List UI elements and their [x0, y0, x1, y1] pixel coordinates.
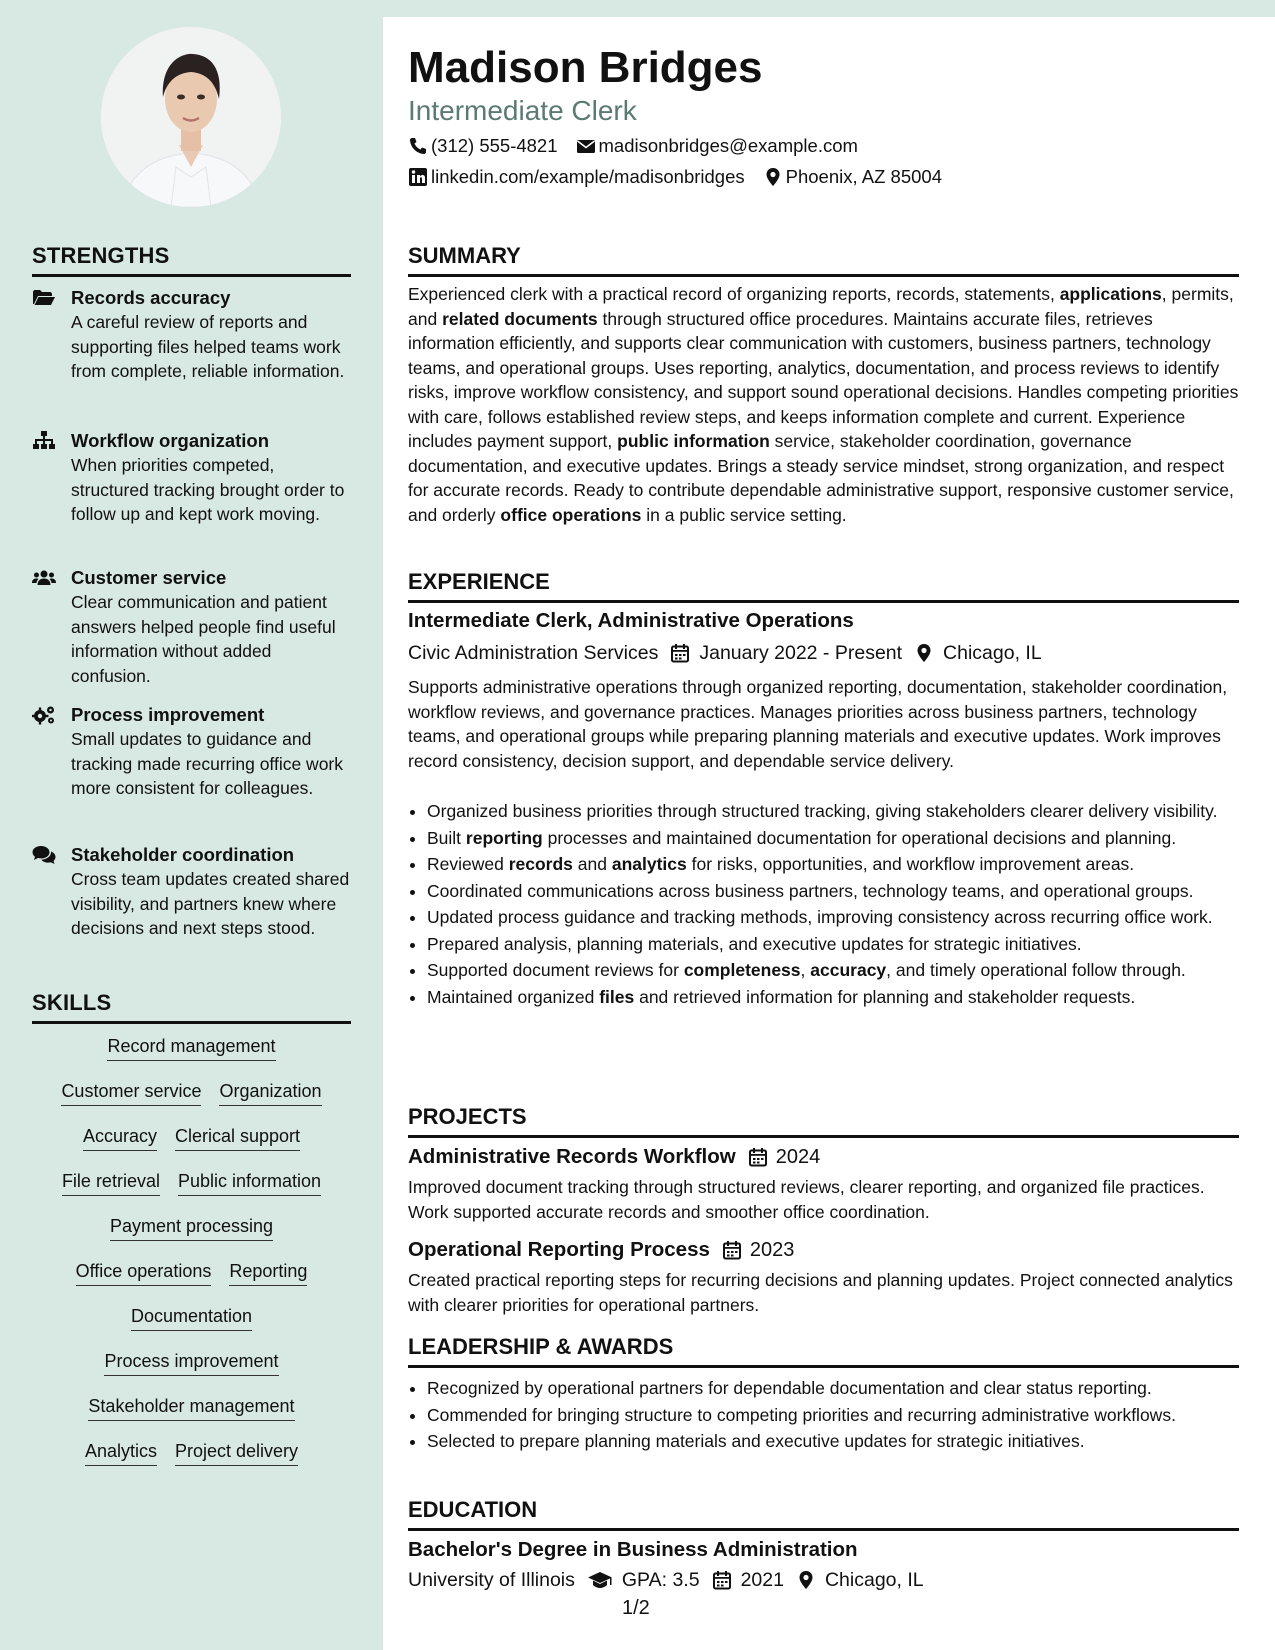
skill-tag: Project delivery — [175, 1439, 298, 1466]
job-role — [408, 608, 854, 634]
education-meta — [408, 1567, 924, 1593]
skill-tag: Clerical support — [175, 1124, 300, 1151]
job-description: Supports administrative operations through organized reporting, documentation, stakeholder coordination, workflow reviews, and governance practices. Manages priorities across business partners, technology teams, and operational groups while preparing planning materials and executive updates. Work improves record consistency, decision support, and dependable service delivery. — [408, 677, 1228, 771]
calendar-icon — [670, 643, 690, 663]
skill-tag: Documentation — [131, 1304, 252, 1331]
skill-tag: Process improvement — [104, 1349, 278, 1376]
list-item: • Prepared analysis, planning materials, and executive updates for strategic initiatives. — [427, 932, 1267, 957]
strength-title: Workflow organization — [71, 430, 270, 451]
job-company: Civic Administration Services — [408, 642, 659, 664]
strength-item — [32, 703, 352, 801]
strength-desc: When priorities competed, structured tracking brought order to follow up and kept work moving. — [71, 455, 345, 524]
list-item: • Supported document reviews for completeness, accuracy, and timely operational follow through. — [427, 958, 1267, 983]
strength-title: Stakeholder coordination — [71, 844, 295, 865]
envelope-icon — [576, 136, 596, 156]
location-text: Phoenix, AZ 85004 — [785, 166, 942, 187]
list-item: • Recognized by operational partners for dependable documentation and clear status reporting. — [427, 1376, 1267, 1401]
project-title: Administrative Records Workflow — [408, 1145, 736, 1168]
school-location: Chicago, IL — [824, 1569, 924, 1591]
skill-tag: Payment processing — [110, 1214, 273, 1241]
gears-icon — [32, 705, 56, 725]
graduation-cap-icon — [587, 1570, 613, 1590]
list-item: • Organized business priorities through structured tracking, giving stakeholders clearer delivery visibility. — [427, 799, 1267, 824]
skill-tag: Organization — [219, 1079, 321, 1106]
strength-desc: Clear communication and patient answers helped people find useful information without added confusion. — [71, 592, 336, 686]
list-item: • Maintained organized files and retrieved information for planning and stakeholder requests. — [427, 985, 1267, 1010]
gpa: GPA: 3.5 — [621, 1569, 700, 1591]
degree-text: Bachelor's Degree in Business Administration — [408, 1538, 858, 1561]
list-item: • Reviewed records and analytics for risks, opportunities, and workflow improvement areas. — [427, 852, 1267, 877]
comments-icon — [32, 845, 56, 865]
skill-tag: Public information — [178, 1169, 321, 1196]
projects-heading: PROJECTS — [408, 1104, 1239, 1138]
job-dates: January 2022 - Present — [699, 642, 903, 664]
project-year: 2024 — [775, 1146, 821, 1168]
folder-open-icon — [32, 288, 56, 308]
project-year: 2023 — [749, 1239, 795, 1261]
linkedin-icon — [408, 167, 428, 187]
candidate-title: Intermediate Clerk — [408, 95, 637, 126]
calendar-icon — [722, 1240, 742, 1260]
skill-tag: Customer service — [61, 1079, 201, 1106]
strength-desc: Small updates to guidance and tracking made recurring office work more consistent for colleagues. — [71, 729, 344, 798]
job-meta — [408, 640, 1042, 666]
project-title-row — [408, 1237, 794, 1263]
education-heading: EDUCATION — [408, 1497, 1239, 1531]
summary-heading: SUMMARY — [408, 243, 1239, 277]
list-item: • Commended for bringing structure to competing priorities and recurring administrative workflows. — [427, 1403, 1267, 1428]
skill-tag: Accuracy — [83, 1124, 157, 1151]
strength-item — [32, 566, 352, 688]
leadership-bullets — [408, 1376, 1267, 1456]
strength-item — [32, 843, 352, 941]
phone-number[interactable]: (312) 555-4821 — [431, 135, 558, 156]
skills-heading: SKILLS — [32, 990, 351, 1024]
strengths-heading: STRENGTHS — [32, 243, 351, 277]
project-description: Improved document tracking through structured reviews, clearer reporting, and organized file practices. Work supported accurate records and smoother office coordination. — [408, 1177, 1205, 1222]
contact-row-2 — [408, 165, 942, 189]
school-name: University of Illinois — [408, 1569, 575, 1591]
email-link[interactable]: madisonbridges@example.com — [598, 135, 858, 156]
sitemap-icon — [32, 431, 56, 451]
list-item: • Coordinated communications across business partners, technology teams, and operational groups. — [427, 879, 1267, 904]
profile-photo — [101, 27, 281, 207]
linkedin-link[interactable]: linkedin.com/example/madisonbridges — [431, 166, 745, 187]
strength-item — [32, 286, 352, 384]
phone-icon — [408, 136, 428, 156]
experience-heading: EXPERIENCE — [408, 569, 1239, 603]
map-marker-icon — [796, 1570, 816, 1590]
calendar-icon — [712, 1570, 732, 1590]
skill-tag: Reporting — [229, 1259, 307, 1286]
skill-tag: Analytics — [85, 1439, 157, 1466]
degree-title — [408, 1537, 858, 1563]
strength-desc: Cross team updates created shared visibility, and partners knew where decisions and next steps stood. — [71, 869, 350, 938]
list-item: • Built reporting processes and maintained documentation for operational decisions and planning. — [427, 826, 1267, 851]
contact-row-1 — [408, 134, 858, 158]
skill-tag: Office operations — [76, 1259, 212, 1286]
skill-tag: Stakeholder management — [88, 1394, 294, 1421]
users-icon — [32, 568, 56, 588]
project-title-row — [408, 1144, 820, 1170]
map-marker-icon — [763, 167, 783, 187]
graduation-year: 2021 — [740, 1569, 784, 1591]
experience-bullets — [408, 799, 1267, 1011]
leadership-heading: LEADERSHIP & AWARDS — [408, 1334, 1239, 1368]
strength-title: Customer service — [71, 567, 227, 588]
project-title: Operational Reporting Process — [408, 1238, 710, 1261]
skill-tag: File retrieval — [62, 1169, 160, 1196]
skills-list — [32, 1034, 351, 1484]
strength-title: Records accuracy — [71, 287, 231, 308]
summary-text: Experienced clerk with a practical record of organizing reports, records, statements, applications, permits, and related documents through structured office procedures. Maintains accurate files, retrieves information efficiently, and supports clear communication with customers, business partners, technology teams, and operational groups. Uses reporting, analytics, documentation, and process reviews to identify risks, improve workflow consistency, and support sound operational decisions. Handles competing priorities with care, follows established review steps, and keeps information complete and current. Experience includes payment support, public information service, stakeholder coordination, governance documentation, and executive updates. Brings a steady service mindset, strong organization, and respect for accurate records. Ready to contribute dependable administrative support, responsive customer service, and orderly office operations in a public service setting. — [408, 284, 1239, 525]
map-marker-icon — [914, 643, 934, 663]
project-description: Created practical reporting steps for recurring decisions and planning updates. Project connected analytics with clearer priorities for operational partners. — [408, 1270, 1233, 1315]
calendar-icon — [748, 1147, 768, 1167]
skill-tag: Record management — [107, 1034, 275, 1061]
job-role-text: Intermediate Clerk, Administrative Operations — [408, 609, 854, 632]
job-location: Chicago, IL — [943, 642, 1042, 664]
strength-title: Process improvement — [71, 704, 265, 725]
candidate-name: Madison Bridges — [408, 43, 763, 92]
list-item: • Updated process guidance and tracking methods, improving consistency across recurring office work. — [427, 905, 1267, 930]
list-item: • Selected to prepare planning materials and executive updates for strategic initiatives. — [427, 1429, 1267, 1454]
strength-item — [32, 429, 352, 527]
page-number: 1/2 — [622, 1597, 650, 1619]
strength-desc: A careful review of reports and supporting files helped teams work from complete, reliable information. — [71, 312, 345, 381]
